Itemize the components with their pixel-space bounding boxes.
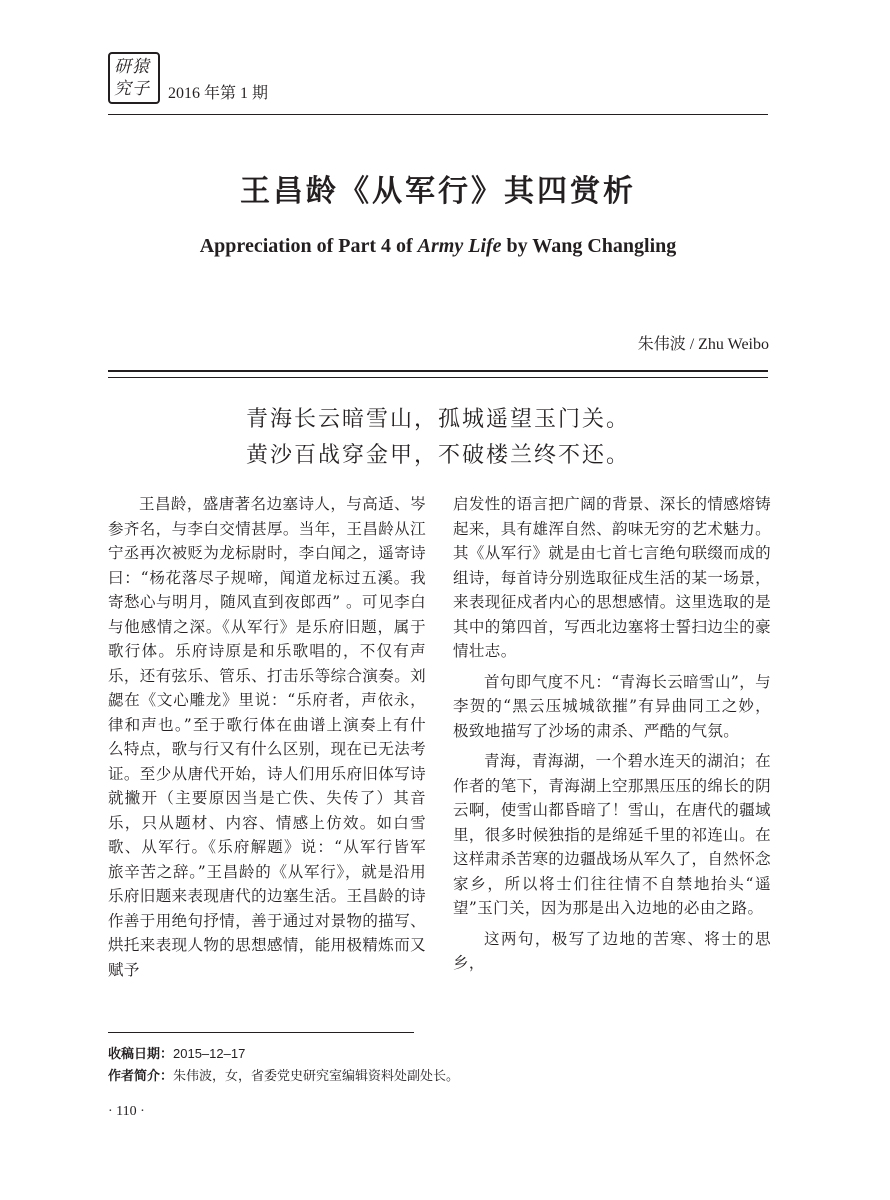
body-paragraph-3: 青海，青海湖，一个碧水连天的湖泊；在作者的笔下，青海湖上空那黑压压的绵长的阴云啊，使雪山都昏暗了！雪山，在唐代的疆域里，很多时候独指的是绵延千里的祁连山。在这样肃杀苦寒的边疆战场从军久了，自然怀念家乡，所以将士们往往情不自禁地抬头“遥望”玉门关，因为那是出入边地的必由之路。 <box>453 752 772 917</box>
journal-logo <box>108 52 160 104</box>
logo-text-bottom: 究子 <box>114 79 150 99</box>
footnote-received <box>108 1044 245 1064</box>
article-title-english <box>108 232 768 260</box>
title-en-prefix: Appreciation of Part 4 of <box>199 235 418 257</box>
title-en-suffix: by Wang Changling <box>501 235 677 257</box>
footnote-divider <box>108 1032 414 1033</box>
logo-text-top: 研猿 <box>114 57 150 77</box>
footnote-author-bio <box>108 1066 459 1086</box>
title-en-italic: Army Life <box>417 235 502 257</box>
poem-line-2: 黄沙百战穿金甲，不破楼兰终不还。 <box>245 443 630 468</box>
body-column-right <box>453 492 771 982</box>
body-paragraph-1-continued: 启发性的语言把广阔的背景、深长的情感熔铸起来，具有雄浑自然、韵味无穷的艺术魅力。其《从军行》就是由七首七言绝句联缀而成的组诗，每首诗分别选取征戍生活的某一场景，来表现征戍者内心的思想感情。这里选取的是其中的第四首，写西北边塞将士誓扫边尘的豪情壮志。 <box>453 495 772 660</box>
poem-line-1: 青海长云暗雪山，孤城遥望玉门关。 <box>245 407 630 432</box>
bio-label: 作者简介： <box>108 1068 174 1083</box>
title-divider-thick <box>108 370 768 372</box>
issue-label: 2016 年第 1 期 <box>168 85 269 102</box>
article-title-chinese: 王昌龄《从军行》其四赏析 <box>240 174 636 209</box>
poem-block <box>108 402 768 474</box>
header-divider <box>108 114 768 115</box>
body-column-left <box>108 492 426 988</box>
body-paragraph-4: 这两句，极写了边地的苦寒、将士的思乡， <box>453 929 771 972</box>
body-paragraph-1: 王昌龄，盛唐著名边塞诗人，与高适、岑参齐名，与李白交情甚厚。当年，王昌龄从江宁丞再次被贬为龙标尉时，李白闻之，遥寄诗曰：“杨花落尽子规啼，闻道龙标过五溪。我寄愁心与明月，随风直到夜郎西” 。可见李白与他感情之深。《从军行》是乐府旧题，属于歌行体。乐府诗原是和乐歌唱的，不仅有声乐，还有弦乐、管乐、打击乐等综合演奏。刘勰在《文心雕龙》里说：“乐府者，声依永，律和声也。”至于歌行体在曲谱上演奏上有什么特点，歌与行又有什么区别，现在已无法考证。至少从唐代开始，诗人们用乐府旧体写诗就撇开（主要原因当是亡佚、失传了）其音乐，只从题材、内容、情感上仿效。如白雪歌、从军行。《乐府解题》说：“从军行皆军旅辛苦之辞。”王昌龄的《从军行》，就是沿用乐府旧题来表现唐代的边塞生活。王昌龄的诗作善于用绝句抒情，善于通过对景物的描写、烘托来表现人物的思想感情，能用极精炼而又赋予 <box>108 495 427 979</box>
title-divider-thin <box>108 377 768 378</box>
author-byline: 朱伟波 / Zhu Weibo <box>637 336 769 353</box>
bio-text: 朱伟波，女，省委党史研究室编辑资料处副处长。 <box>173 1068 460 1083</box>
received-label: 收稿日期： <box>108 1046 174 1061</box>
page-number: · 110 · <box>108 1104 145 1119</box>
body-paragraph-2: 首句即气度不凡：“青海长云暗雪山”，与李贺的“黑云压城城欲摧”有异曲同工之妙，极致地描写了沙场的肃杀、严酷的气氛。 <box>453 672 771 740</box>
received-date: 2015–12–17 <box>173 1046 246 1061</box>
